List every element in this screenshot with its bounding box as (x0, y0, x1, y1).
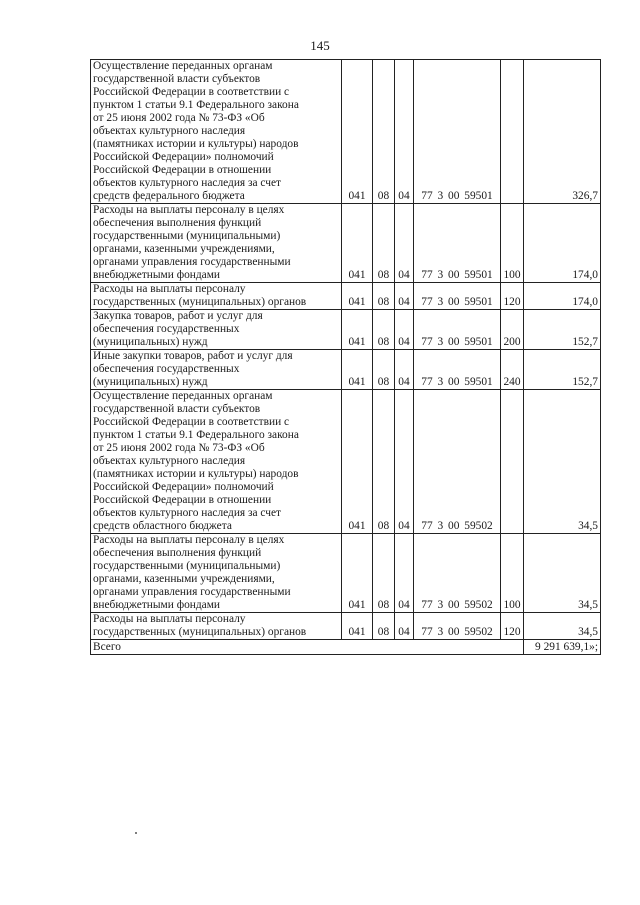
expense-type-code: 100 (501, 534, 524, 613)
section-code: 08 (373, 613, 395, 640)
subsection-code: 04 (395, 390, 414, 534)
total-amount: 9 291 639,1»; (524, 640, 601, 655)
target-article-code: 77 3 00 59502 (414, 613, 501, 640)
row-name: Осуществление переданных органам государственной власти субъектов Российской Федерации в соответствии с пунктом 1 статьи 9.1 Федерального закона от 25 июня 2002 года № 73-ФЗ «Об объектах культурного наследия (памятниках истории и культуры) народов Российской Федерации» полномочий Российской Федерации в отношении объектов культурного наследия за счет средств федерального бюджета (91, 60, 342, 204)
amount: 152,7 (524, 310, 601, 350)
expense-type-code: 100 (501, 204, 524, 283)
grbs-code: 041 (342, 534, 373, 613)
table-row (91, 204, 601, 283)
section-code: 08 (373, 204, 395, 283)
amount: 34,5 (524, 534, 601, 613)
grbs-code: 041 (342, 390, 373, 534)
section-code: 08 (373, 310, 395, 350)
expense-type-code: 200 (501, 310, 524, 350)
row-name: Расходы на выплаты персоналу в целях обеспечения выполнения функций государственными (муниципальными) органами, казенными учреждениями, органами управления государственными внебюджетными фондами (91, 204, 342, 283)
row-name: Расходы на выплаты персоналу государственных (муниципальных) органов (91, 283, 342, 310)
amount: 174,0 (524, 204, 601, 283)
budget-table (90, 59, 601, 655)
amount: 174,0 (524, 283, 601, 310)
target-article-code: 77 3 00 59501 (414, 350, 501, 390)
grbs-code: 041 (342, 310, 373, 350)
total-row (91, 640, 601, 655)
grbs-code: 041 (342, 204, 373, 283)
amount: 34,5 (524, 613, 601, 640)
row-name: Расходы на выплаты персоналу государственных (муниципальных) органов (91, 613, 342, 640)
subsection-code: 04 (395, 60, 414, 204)
target-article-code: 77 3 00 59501 (414, 283, 501, 310)
target-article-code: 77 3 00 59501 (414, 310, 501, 350)
total-label: Всего (91, 640, 524, 655)
expense-type-code: 120 (501, 283, 524, 310)
target-article-code: 77 3 00 59502 (414, 534, 501, 613)
expense-type-code: 240 (501, 350, 524, 390)
section-code: 08 (373, 283, 395, 310)
table-row (91, 60, 601, 204)
subsection-code: 04 (395, 350, 414, 390)
page-number: 145 (310, 38, 330, 53)
grbs-code: 041 (342, 350, 373, 390)
scan-speck (135, 832, 137, 834)
table-row (91, 390, 601, 534)
table-row (91, 283, 601, 310)
expense-type-code (501, 60, 524, 204)
expense-type-code: 120 (501, 613, 524, 640)
row-name: Иные закупки товаров, работ и услуг для обеспечения государственных (муниципальных) нужд (91, 350, 342, 390)
subsection-code: 04 (395, 310, 414, 350)
amount: 326,7 (524, 60, 601, 204)
row-name: Осуществление переданных органам государственной власти субъектов Российской Федерации в соответствии с пунктом 1 статьи 9.1 Федерального закона от 25 июня 2002 года № 73-ФЗ «Об объектах культурного наследия (памятниках истории и культуры) народов Российской Федерации» полномочий Российской Федерации в отношении объектов культурного наследия за счет средств областного бюджета (91, 390, 342, 534)
section-code: 08 (373, 350, 395, 390)
amount: 152,7 (524, 350, 601, 390)
grbs-code: 041 (342, 60, 373, 204)
table-row (91, 310, 601, 350)
row-name: Закупка товаров, работ и услуг для обеспечения государственных (муниципальных) нужд (91, 310, 342, 350)
subsection-code: 04 (395, 204, 414, 283)
table-row (91, 534, 601, 613)
target-article-code: 77 3 00 59501 (414, 204, 501, 283)
target-article-code: 77 3 00 59501 (414, 60, 501, 204)
section-code: 08 (373, 390, 395, 534)
expense-type-code (501, 390, 524, 534)
section-code: 08 (373, 60, 395, 204)
subsection-code: 04 (395, 534, 414, 613)
grbs-code: 041 (342, 613, 373, 640)
subsection-code: 04 (395, 283, 414, 310)
target-article-code: 77 3 00 59502 (414, 390, 501, 534)
section-code: 08 (373, 534, 395, 613)
row-name: Расходы на выплаты персоналу в целях обеспечения выполнения функций государственными (муниципальными) органами, казенными учреждениями, органами управления государственными внебюджетными фондами (91, 534, 342, 613)
table-row (91, 613, 601, 640)
grbs-code: 041 (342, 283, 373, 310)
subsection-code: 04 (395, 613, 414, 640)
amount: 34,5 (524, 390, 601, 534)
table-row (91, 350, 601, 390)
